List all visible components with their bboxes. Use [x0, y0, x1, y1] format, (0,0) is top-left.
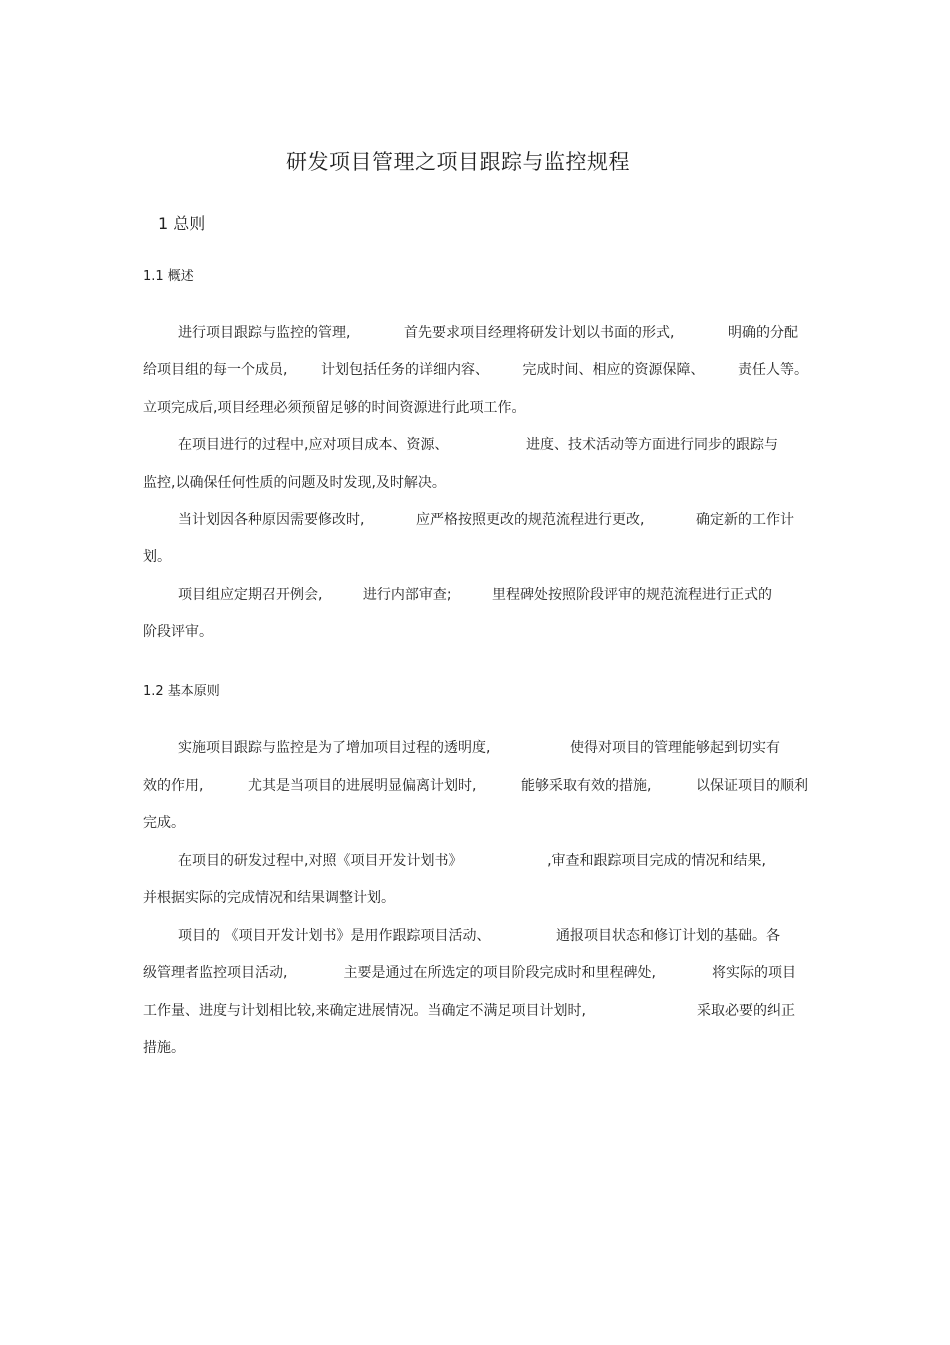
text-segment: 完成时间、相应的资源保障、: [522, 362, 705, 378]
paragraph-line: 完成。: [143, 815, 185, 831]
paragraph-line: [178, 434, 778, 456]
text-segment: 给项目组的每一个成员,: [143, 362, 288, 378]
text-segment: 应严格按照更改的规范流程进行更改,: [416, 512, 645, 528]
paragraph-line: [178, 509, 794, 531]
paragraph-line: 阶段评审。: [143, 624, 213, 640]
text-segment: 尤其是当项目的进展明显偏离计划时,: [248, 778, 477, 794]
paragraph-line: [178, 850, 766, 872]
subsection-heading-principles: 1.2 基本原则: [143, 684, 220, 699]
paragraph-line: [143, 775, 808, 797]
subsection-heading-overview: 1.1 概述: [143, 269, 194, 284]
paragraph-line: [178, 925, 780, 947]
text-segment: 能够采取有效的措施,: [521, 778, 652, 794]
text-segment: 工作量、进度与计划相比较,来确定进展情况。当确定不满足项目计划时,: [143, 1003, 586, 1019]
section-heading-general: 1 总则: [158, 214, 206, 233]
text-segment: 效的作用,: [143, 778, 204, 794]
text-segment: 实施项目跟踪与监控是为了增加项目过程的透明度,: [178, 740, 491, 756]
text-segment: 责任人等。: [738, 362, 808, 378]
text-segment: 明确的分配: [728, 325, 798, 341]
text-segment: 以保证项目的顺利: [696, 778, 808, 794]
text-segment: 通报项目状态和修订计划的基础。各: [556, 928, 780, 944]
text-segment: 使得对项目的管理能够起到切实有: [570, 740, 780, 756]
paragraph-line: [178, 584, 772, 606]
text-segment: 项目的 《项目开发计划书》是用作跟踪项目活动、: [178, 928, 491, 944]
text-segment: 项目组应定期召开例会,: [178, 587, 323, 603]
text-segment: 当计划因各种原因需要修改时,: [178, 512, 365, 528]
text-segment: 在项目的研发过程中,对照《项目开发计划书》: [178, 853, 463, 869]
paragraph-line: 划。: [143, 549, 171, 565]
document-title: 研发项目管理之项目跟踪与监控规程: [286, 150, 630, 174]
paragraph-line: 措施。: [143, 1040, 185, 1056]
text-segment: 级管理者监控项目活动,: [143, 965, 288, 981]
paragraph-line: 并根据实际的完成情况和结果调整计划。: [143, 890, 395, 906]
text-segment: 在项目进行的过程中,应对项目成本、资源、: [178, 437, 449, 453]
paragraph-line: 立项完成后,项目经理必须预留足够的时间资源进行此项工作。: [143, 400, 526, 416]
text-segment: 主要是通过在所选定的项目阶段完成时和里程碑处,: [343, 965, 656, 981]
text-segment: 确定新的工作计: [696, 512, 794, 528]
text-segment: 首先要求项目经理将研发计划以书面的形式,: [404, 325, 675, 341]
text-segment: 里程碑处按照阶段评审的规范流程进行正式的: [491, 587, 772, 603]
text-segment: ,审查和跟踪项目完成的情况和结果,: [547, 853, 766, 869]
text-segment: 采取必要的纠正: [697, 1003, 795, 1019]
text-segment: 将实际的项目: [712, 965, 796, 981]
paragraph-line: [178, 737, 780, 759]
paragraph-line: [143, 1000, 795, 1022]
text-segment: 进行内部审查;: [362, 587, 452, 603]
text-segment: 进行项目跟踪与监控的管理,: [178, 325, 351, 341]
text-segment: 计划包括任务的详细内容、: [320, 362, 489, 378]
text-segment: 进度、技术活动等方面进行同步的跟踪与: [526, 437, 778, 453]
paragraph-line: [143, 359, 808, 381]
paragraph-line: 监控,以确保任何性质的问题及时发现,及时解决。: [143, 475, 446, 491]
paragraph-line: [178, 322, 798, 344]
paragraph-line: [143, 962, 796, 984]
